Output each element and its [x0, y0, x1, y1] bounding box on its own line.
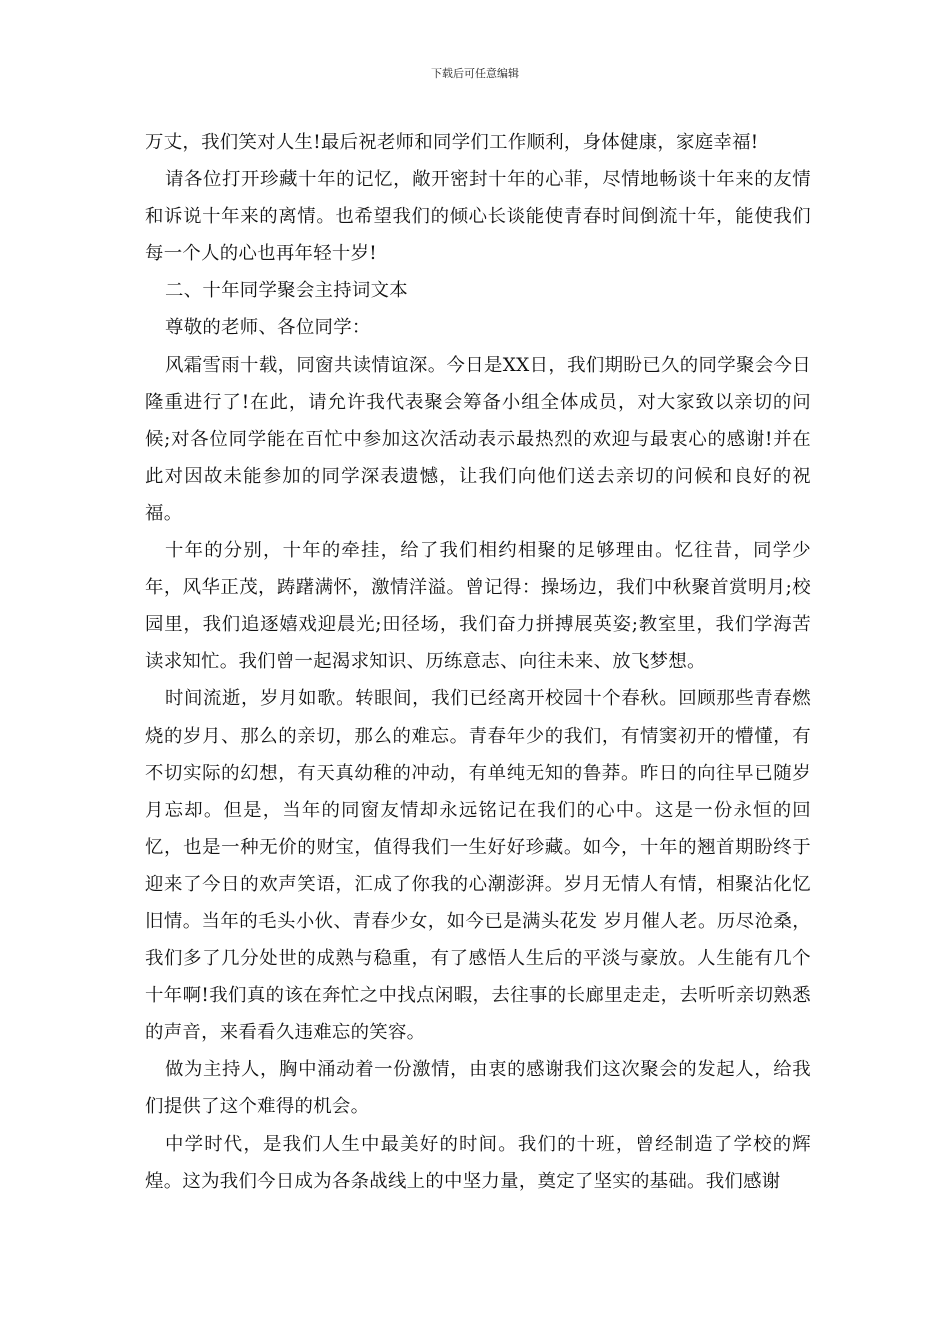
paragraph: 十年的分别，十年的牵挂，给了我们相约相聚的足够理由。忆往昔，同学少年，风华正茂，踌躇满怀，激情洋溢。曾记得：操场边，我们中秋聚首赏明月;校园里，我们追逐嬉戏迎晨光;田径场，我们奋力拼搏展英姿;教室里，我们学海苦读求知忙。我们曾一起渴求知识、历练意志、向往未来、放飞梦想。	[145, 540, 811, 673]
document-body	[145, 124, 811, 1200]
paragraph: 风霜雪雨十载，同窗共读情谊深。今日是XX日，我们期盼已久的同学聚会今日隆重进行了!在此，请允许我代表聚会筹备小组全体成员，对大家致以亲切的问候;对各位同学能在百忙中参加这次活动表示最热烈的欢迎与最衷心的感谢!并在此对因故未能参加的同学深表遗憾，让我们向他们送去亲切的问候和良好的祝福。	[145, 354, 811, 524]
paragraph: 做为主持人，胸中涌动着一份激情，由衷的感谢我们这次聚会的发起人，给我们提供了这个难得的机会。	[145, 1059, 811, 1118]
page-header: 下载后可任意编辑	[431, 67, 519, 80]
salutation: 尊敬的老师、各位同学：	[165, 317, 371, 339]
paragraph: 万丈，我们笑对人生!最后祝老师和同学们工作顺利，身体健康，家庭幸福!	[145, 132, 759, 153]
section-heading: 二、十年同学聚会主持词文本	[165, 280, 408, 302]
paragraph: 请各位打开珍藏十年的记忆，敞开密封十年的心菲，尽情地畅谈十年来的友情和诉说十年来的离情。也希望我们的倾心长谈能使青春时间倒流十年，能使我们每一个人的心也再年轻十岁!	[145, 169, 811, 265]
paragraph: 时间流逝，岁月如歌。转眼间，我们已经离开校园十个春秋。回顾那些青春燃烧的岁月、那么的亲切，那么的难忘。青春年少的我们，有情窦初开的懵懂，有不切实际的幻想，有天真幼稚的冲动，有单纯无知的鲁莽。昨日的向往早已随岁月忘却。但是，当年的同窗友情却永远铭记在我们的心中。这是一份永恒的回忆，也是一种无价的财宝，值得我们一生好好珍藏。如今，十年的翘首期盼终于迎来了今日的欢声笑语，汇成了你我的心潮澎湃。岁月无情人有情，相聚沾化忆旧情。当年的毛头小伙、青春少女，如今已是满头花发 岁月催人老。历尽沧桑，我们多了几分处世的成熟与稳重，有了感悟人生后的平淡与豪放。人生能有几个十年啊!我们真的该在奔忙之中找点闲暇，去往事的长廊里走走，去听听亲切熟悉的声音，来看看久违难忘的笑容。	[145, 688, 811, 1044]
paragraph: 中学时代，是我们人生中最美好的时间。我们的十班，曾经制造了学校的辉煌。这为我们今日成为各条战线上的中坚力量，奠定了坚实的基础。我们感谢	[145, 1133, 811, 1192]
